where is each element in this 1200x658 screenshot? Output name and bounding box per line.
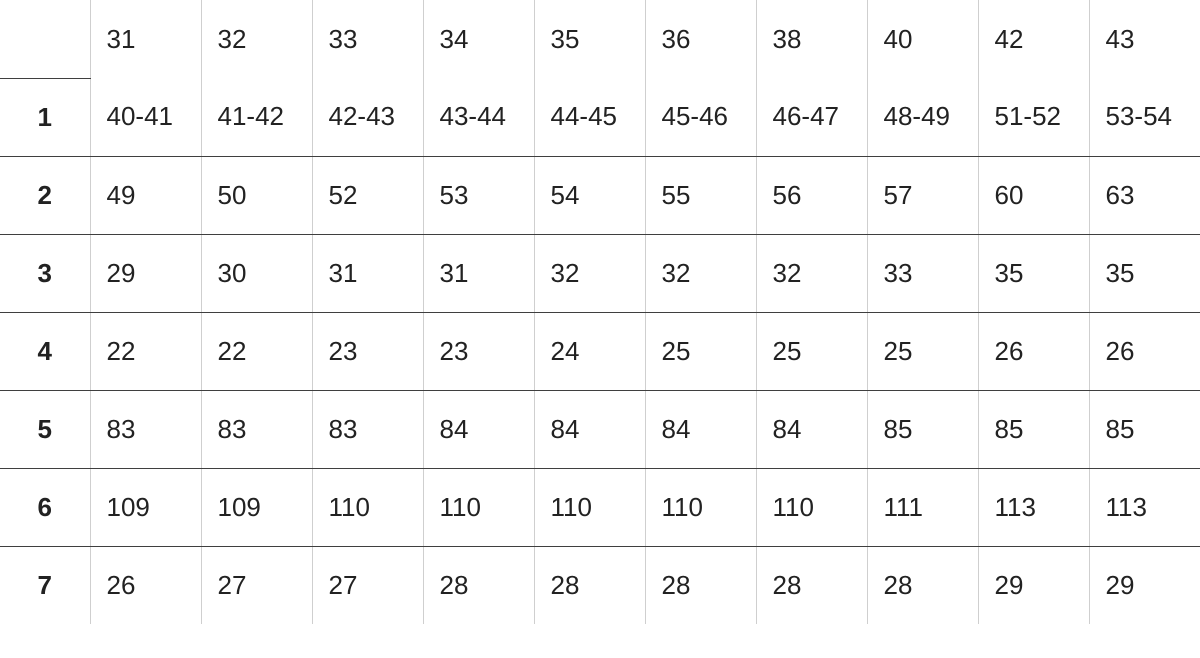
table-cell: 25 (867, 312, 978, 390)
row-header: 7 (0, 546, 90, 624)
table-cell: 85 (867, 390, 978, 468)
table-cell: 111 (867, 468, 978, 546)
column-header: 43 (1105, 23, 1135, 54)
table-cell: 29 (1105, 569, 1135, 600)
table-cell: 26 (978, 312, 1089, 390)
table-cell: 54 (534, 156, 645, 234)
table-cell: 28 (423, 546, 534, 624)
table-cell: 113 (1089, 468, 1200, 546)
table-cell: 32 (756, 234, 867, 312)
table-cell: 25 (645, 312, 756, 390)
table-cell: 30 (201, 234, 312, 312)
table-cell: 23 (423, 312, 534, 390)
table-cell: 56 (756, 156, 867, 234)
table-cell: 110 (534, 468, 645, 546)
table-cell: 49 (90, 156, 201, 234)
table-cell: 33 (867, 234, 978, 312)
table-cell: 110 (423, 468, 534, 546)
column-header: 34 (423, 0, 534, 78)
table-header-row (0, 0, 1200, 78)
column-header: 40 (867, 0, 978, 78)
table-cell: 28 (534, 546, 645, 624)
table-cell: 110 (756, 468, 867, 546)
table-cell: 28 (645, 546, 756, 624)
table-corner-cell (0, 0, 90, 78)
table-cell: 41-42 (201, 78, 312, 156)
table-header (0, 0, 1200, 78)
table-cell: 109 (90, 468, 201, 546)
table-cell: 27 (201, 546, 312, 624)
table-cell: 31 (423, 234, 534, 312)
column-header: 42 (978, 0, 1089, 78)
row-header: 3 (0, 234, 90, 312)
table-cell: 23 (312, 312, 423, 390)
table-cell: 84 (423, 390, 534, 468)
table-cell: 110 (312, 468, 423, 546)
column-header: 33 (312, 0, 423, 78)
table-cell: 42-43 (312, 78, 423, 156)
table-cell: 29 (978, 546, 1089, 624)
table-row (0, 156, 1200, 234)
row-header: 5 (0, 390, 90, 468)
table-cell: 52 (312, 156, 423, 234)
table-cell: 85 (1089, 390, 1200, 468)
column-header: 36 (645, 0, 756, 78)
table-cell: 48-49 (867, 78, 978, 156)
table-row (0, 312, 1200, 390)
table-row (0, 546, 1200, 624)
table-cell: 22 (201, 312, 312, 390)
table-cell: 26 (1089, 312, 1200, 390)
row-header: 1 (0, 78, 90, 156)
table-cell: 32 (645, 234, 756, 312)
table-cell: 60 (978, 156, 1089, 234)
table-cell: 83 (90, 390, 201, 468)
column-header: 31 (90, 0, 201, 78)
table-cell: 28 (756, 546, 867, 624)
table-row (0, 468, 1200, 546)
table-cell: 26 (90, 546, 201, 624)
table-cell: 55 (645, 156, 756, 234)
table-cell: 22 (90, 312, 201, 390)
table-cell: 40-41 (90, 78, 201, 156)
table-cell: 84 (534, 390, 645, 468)
table-cell: 83 (201, 390, 312, 468)
table-cell: 50 (201, 156, 312, 234)
table-cell: 43-44 (423, 78, 534, 156)
table-cell: 32 (534, 234, 645, 312)
table-cell: 109 (201, 468, 312, 546)
table-cell: 44-45 (534, 78, 645, 156)
table-cell: 85 (978, 390, 1089, 468)
table-cell: 51-52 (978, 78, 1089, 156)
table-cell: 27 (312, 546, 423, 624)
table-cell: 35 (978, 234, 1089, 312)
table-cell: 110 (645, 468, 756, 546)
table-cell: 84 (645, 390, 756, 468)
table-row (0, 390, 1200, 468)
table-cell: 113 (978, 468, 1089, 546)
table-cell: 83 (312, 390, 423, 468)
table-cell: 45-46 (645, 78, 756, 156)
table-cell: 46-47 (756, 78, 867, 156)
table-cell: 31 (312, 234, 423, 312)
table-cell: 84 (756, 390, 867, 468)
table-cell: 53 (423, 156, 534, 234)
table-cell: 53-54 (1089, 78, 1200, 156)
row-header: 4 (0, 312, 90, 390)
table-cell: 25 (756, 312, 867, 390)
column-header: 32 (201, 0, 312, 78)
table-cell: 24 (534, 312, 645, 390)
row-header: 6 (0, 468, 90, 546)
table-body (0, 78, 1200, 624)
table-cell: 35 (1089, 234, 1200, 312)
table-cell: 63 (1089, 156, 1200, 234)
column-header: 38 (756, 0, 867, 78)
column-header: 35 (534, 0, 645, 78)
table-cell: 29 (90, 234, 201, 312)
table-row (0, 78, 1200, 156)
table-cell: 28 (867, 546, 978, 624)
row-header: 2 (0, 156, 90, 234)
table-cell: 57 (867, 156, 978, 234)
table-row (0, 234, 1200, 312)
